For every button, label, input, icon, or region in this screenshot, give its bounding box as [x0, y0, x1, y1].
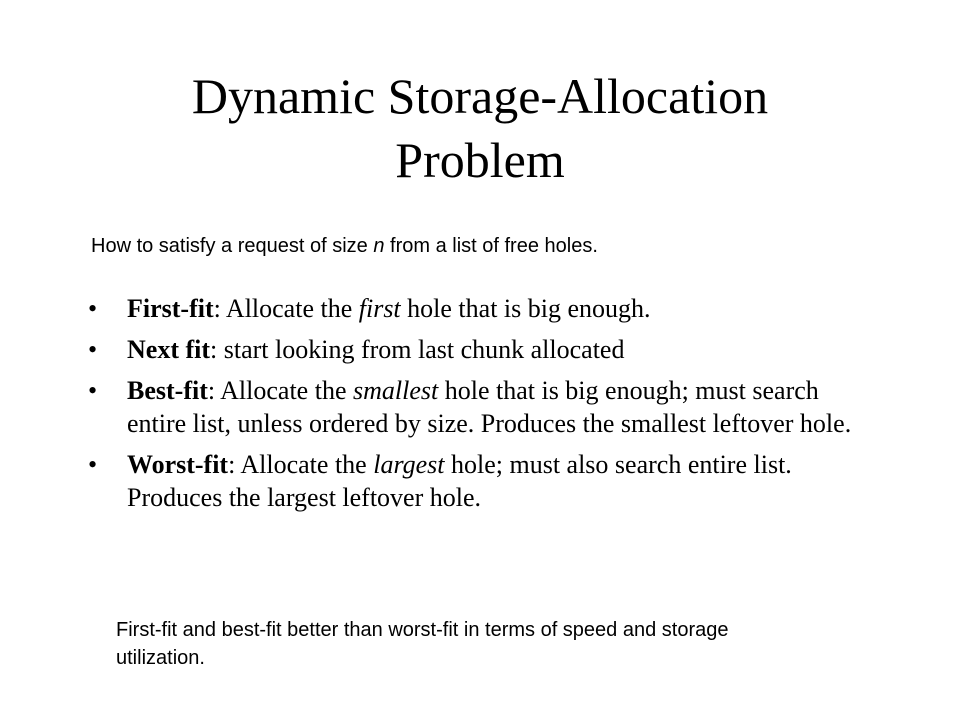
bullet-first-fit [86, 292, 866, 325]
slide-title [0, 64, 960, 192]
bullet-term: Next fit [127, 335, 211, 364]
bullet-text: : Allocate the [207, 376, 353, 405]
bullet-emphasis: first [358, 294, 401, 323]
summary-note: First-fit and best-fit better than worst-fit in terms of speed and storage utilization. [116, 619, 729, 669]
bullet-text: hole that is big enough; must search entire list, unless ordered by size. Produces the smallest leftover hole. [127, 376, 852, 438]
bullet-next-fit [86, 333, 866, 366]
bullet-marker: • [88, 335, 98, 364]
bullet-term: First-fit [127, 294, 214, 323]
bullet-text: hole; must also search entire list. Produces the largest leftover hole. [127, 450, 792, 512]
bullet-text: : start looking from last chunk allocated [210, 335, 625, 364]
subtitle [91, 232, 911, 260]
subtitle-before: How to satisfy a request of size [91, 235, 374, 257]
bullet-text: : Allocate the [213, 294, 359, 323]
bullet-marker: • [88, 294, 98, 323]
slide-title-line-2: Problem [395, 132, 565, 188]
slide-title-line-1: Dynamic Storage-Allocation [191, 68, 769, 124]
bullet-emphasis: largest [373, 450, 445, 479]
bullet-term: Best-fit [127, 376, 208, 405]
bullet-marker: • [88, 376, 98, 405]
bullet-best-fit [86, 374, 866, 440]
bullet-emphasis: smallest [352, 376, 439, 405]
bullet-text: : Allocate the [228, 450, 374, 479]
subtitle-after: from a list of free holes. [384, 235, 598, 257]
bullet-list [86, 292, 866, 522]
subtitle-variable: n [373, 235, 385, 257]
bullet-text: hole that is big enough. [400, 294, 651, 323]
bullet-worst-fit [86, 448, 866, 514]
bullet-term: Worst-fit [127, 450, 229, 479]
bullet-marker: • [88, 450, 98, 479]
